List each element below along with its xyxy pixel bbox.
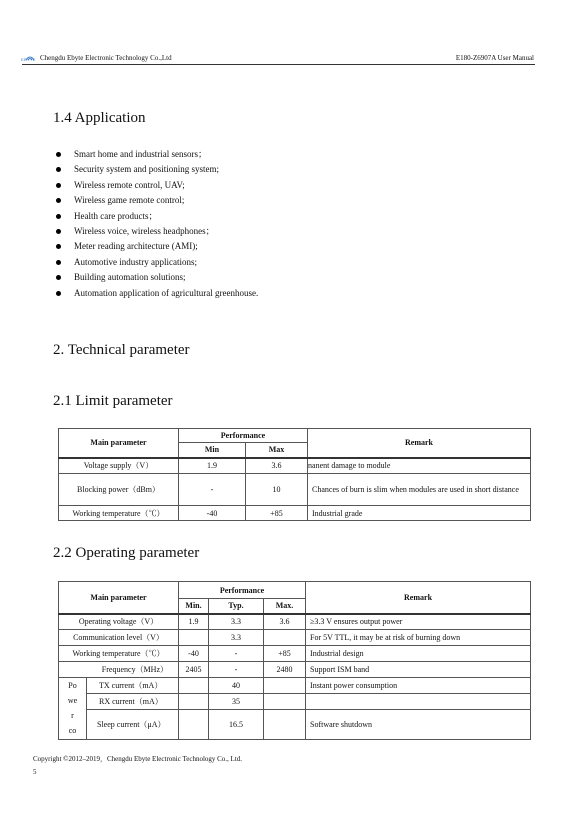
cell-param: Blocking power（dBm） — [59, 474, 179, 506]
cell-min — [179, 694, 209, 710]
list-item: Wireless game remote control; — [56, 193, 258, 208]
cell-max — [264, 710, 306, 740]
cell-remark: Software shutdown — [306, 710, 531, 740]
header-max: Max. — [264, 599, 306, 614]
table-row — [59, 474, 531, 506]
header-manual-title: E180-Z6907A User Manual — [455, 54, 534, 62]
list-item: Automation application of agricultural greenhouse. — [56, 286, 258, 301]
header-remark: Remark — [308, 429, 531, 458]
list-item: Smart home and industrial sensors； — [56, 147, 258, 162]
cell-remark: Instant power consumption — [306, 678, 531, 694]
operating-parameter-table — [58, 581, 531, 740]
cell-typ: 35 — [209, 694, 264, 710]
power-group-line-1: Po — [68, 681, 77, 690]
cell-param: Sleep current（μA） — [87, 710, 179, 740]
cell-param: TX current（mA） — [87, 678, 179, 694]
power-group-line-3: r — [71, 711, 74, 720]
footer-copyright: Copyright ©2012–2019，Chengdu Ebyte Electronic Technology Co., Ltd. — [33, 755, 243, 763]
cell-max — [264, 630, 306, 646]
power-group-line-4: co — [68, 726, 77, 735]
power-group-line-2: we — [67, 696, 78, 705]
cell-min: 1.9 — [179, 614, 209, 630]
cell-remark: For 5V TTL, it may be at risk of burning down — [306, 630, 531, 646]
cell-min: - — [179, 474, 246, 506]
section-2-title: 2. Technical parameter — [53, 342, 190, 358]
cell-min: 2405 — [179, 662, 209, 678]
cell-remark: Chances of burn is slim when modules are used in short distance — [308, 474, 531, 506]
cell-min: 1.9 — [179, 458, 246, 474]
limit-parameter-table — [58, 428, 531, 521]
table-row — [59, 694, 531, 710]
section-2-1-title: 2.1 Limit parameter — [53, 393, 173, 409]
header-main-parameter: Main parameter — [59, 582, 179, 614]
cell-typ: 16.5 — [209, 710, 264, 740]
table-row — [59, 506, 531, 521]
header-company: Chengdu Ebyte Electronic Technology Co.,Ltd — [40, 54, 172, 62]
cell-power-group — [59, 678, 87, 740]
cell-param: Working temperature（℃） — [59, 646, 179, 662]
list-item: Wireless remote control, UAV; — [56, 178, 258, 193]
section-2-2-title: 2.2 Operating parameter — [53, 545, 200, 561]
application-list — [56, 147, 258, 301]
cell-remark: Industrial grade — [308, 506, 531, 521]
header-main-parameter: Main parameter — [59, 429, 179, 458]
cell-max — [264, 678, 306, 694]
cell-remark: Industrial design — [306, 646, 531, 662]
cell-max — [264, 694, 306, 710]
cell-max: 3.6 — [264, 614, 306, 630]
table-row — [59, 678, 531, 694]
section-1-4-title: 1.4 Application — [53, 110, 146, 126]
list-item: Security system and positioning system; — [56, 162, 258, 177]
header-max: Max — [246, 443, 308, 458]
table-row — [59, 458, 531, 474]
header-min: Min. — [179, 599, 209, 614]
table-row — [59, 710, 531, 740]
cell-min: -40 — [179, 646, 209, 662]
logo-text: EBYTE — [21, 57, 36, 62]
cell-typ: 40 — [209, 678, 264, 694]
list-item: Meter reading architecture (AMI); — [56, 239, 258, 254]
table-row — [59, 630, 531, 646]
cell-remark: ≥3.3 V ensures output power — [306, 614, 531, 630]
cell-max: +85 — [246, 506, 308, 521]
table-row — [59, 662, 531, 678]
header-performance: Performance — [179, 429, 308, 443]
header-performance: Performance — [179, 582, 306, 599]
list-item: Health care products； — [56, 209, 258, 224]
cell-min — [179, 630, 209, 646]
list-item: Automotive industry applications; — [56, 255, 258, 270]
list-item: Wireless voice, wireless headphones； — [56, 224, 258, 239]
cell-param: RX current（mA） — [87, 694, 179, 710]
cell-max: 3.6 — [246, 458, 308, 474]
cell-typ: - — [209, 662, 264, 678]
cell-param: Voltage supply（V） — [59, 458, 179, 474]
cell-param: Communication level（V） — [59, 630, 179, 646]
cell-param: Frequency（MHz） — [59, 662, 179, 678]
cell-remark — [306, 694, 531, 710]
list-item: Building automation solutions; — [56, 270, 258, 285]
cell-remark: nanent damage to module — [308, 458, 531, 474]
cell-typ: 3.3 — [209, 630, 264, 646]
header-divider — [22, 64, 535, 65]
header-typ: Typ. — [209, 599, 264, 614]
cell-param: Operating voltage（V） — [59, 614, 179, 630]
table-row — [59, 646, 531, 662]
cell-remark: Support ISM band — [306, 662, 531, 678]
cell-min: -40 — [179, 506, 246, 521]
header-remark: Remark — [306, 582, 531, 614]
cell-max: 10 — [246, 474, 308, 506]
table-row — [59, 614, 531, 630]
cell-typ: - — [209, 646, 264, 662]
cell-min — [179, 710, 209, 740]
cell-min — [179, 678, 209, 694]
footer-page-number: 5 — [33, 768, 37, 776]
cell-max: 2480 — [264, 662, 306, 678]
header-min: Min — [179, 443, 246, 458]
cell-typ: 3.3 — [209, 614, 264, 630]
cell-param: Working temperature（℃） — [59, 506, 179, 521]
cell-max: +85 — [264, 646, 306, 662]
